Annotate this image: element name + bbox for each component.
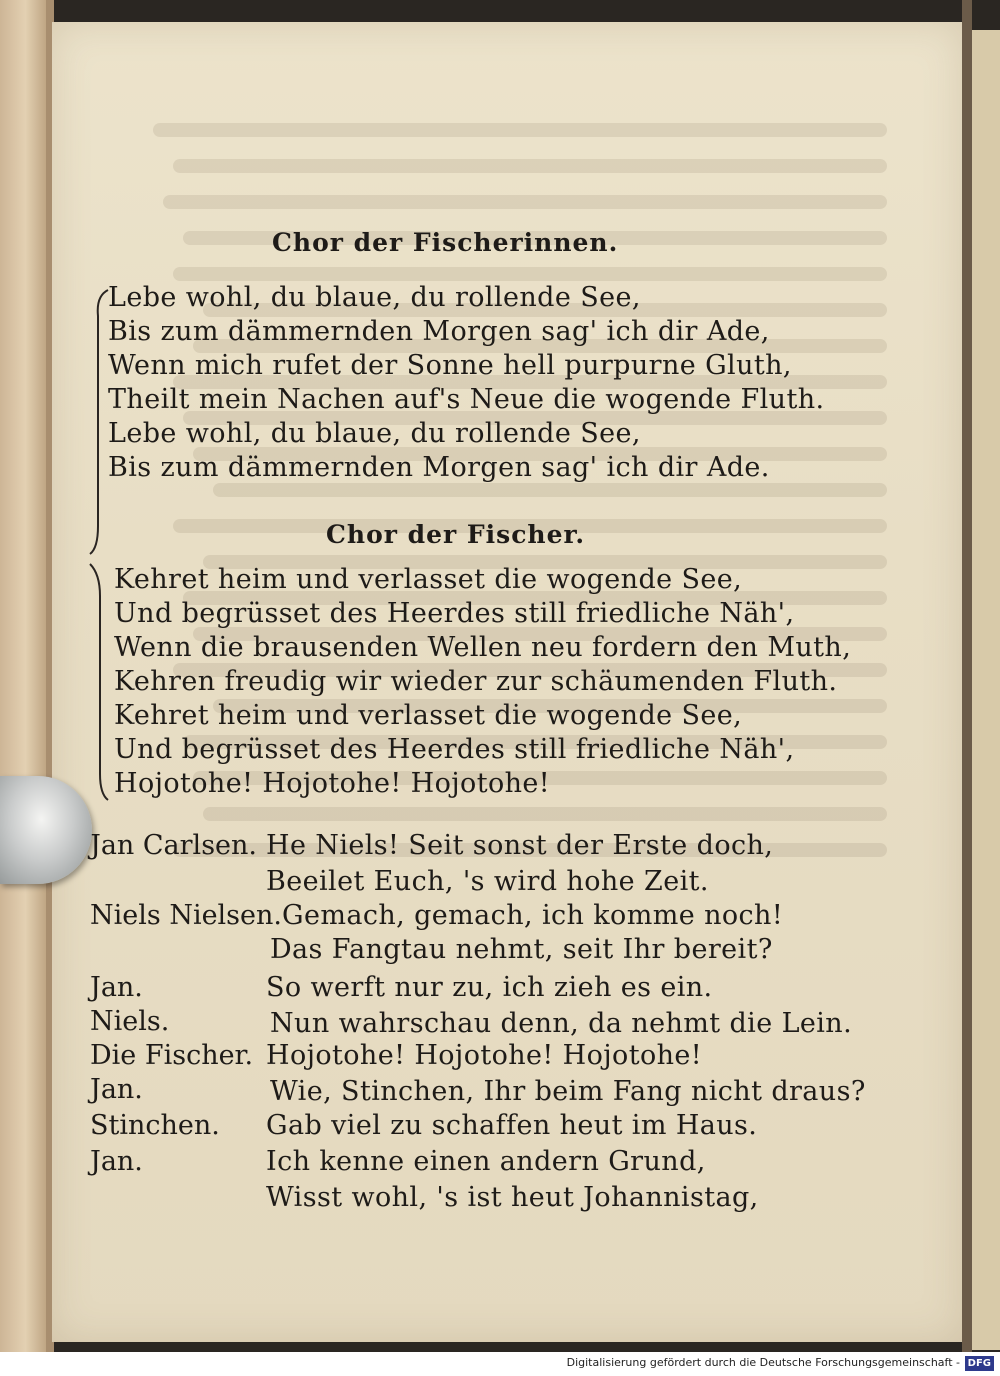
heading-fischer: Chor der Fischer. bbox=[326, 520, 586, 549]
dialogue-line: Gab viel zu schaffen heut im Haus. bbox=[266, 1110, 758, 1141]
dialogue-line: Ich kenne einen andern Grund, bbox=[266, 1146, 706, 1177]
women-verse-line-1: Lebe wohl, du blaue, du rollende See, bbox=[108, 282, 641, 313]
men-verse-line-2: Und begrüsset des Heerdes still friedliche Näh', bbox=[114, 598, 795, 629]
speaker-label: Jan. bbox=[90, 1146, 143, 1177]
men-verse-line-1: Kehret heim und verlasset die wogende See, bbox=[114, 564, 743, 595]
dialogue-line: He Niels! Seit sonst der Erste doch, bbox=[266, 830, 774, 861]
men-verse-line-7: Hojotohe! Hojotohe! Hojotohe! bbox=[114, 768, 551, 799]
dfg-logo: DFG bbox=[965, 1356, 994, 1371]
dialogue-line: Wisst wohl, 's ist heut Johannistag, bbox=[266, 1182, 759, 1213]
speaker-label: Die Fischer. bbox=[90, 1040, 254, 1071]
page-gutter bbox=[962, 0, 972, 1352]
dialogue-line: So werft nur zu, ich zieh es ein. bbox=[266, 972, 713, 1003]
women-verse-line-6: Bis zum dämmernden Morgen sag' ich dir Ade. bbox=[108, 452, 770, 483]
women-verse-line-5: Lebe wohl, du blaue, du rollende See, bbox=[108, 418, 641, 449]
book-cover-edge bbox=[0, 0, 46, 1352]
speaker-label: Jan. bbox=[90, 972, 143, 1003]
speaker-label: Stinchen. bbox=[90, 1110, 220, 1141]
men-verse-line-5: Kehret heim und verlasset die wogende See, bbox=[114, 700, 743, 731]
dialogue-line: Hojotohe! Hojotohe! Hojotohe! bbox=[266, 1040, 703, 1071]
verse-brace-men bbox=[86, 562, 116, 802]
speaker-label: Jan Carlsen. bbox=[90, 830, 257, 861]
footer-bar bbox=[0, 1352, 1000, 1376]
speaker-label: Jan. bbox=[90, 1074, 143, 1105]
dialogue-line: Gemach, gemach, ich komme noch! bbox=[282, 900, 784, 931]
men-verse-line-4: Kehren freudig wir wieder zur schäumenden Fluth. bbox=[114, 666, 838, 697]
speaker-label: Niels Nielsen. bbox=[90, 900, 282, 931]
facing-page-edge bbox=[972, 30, 1000, 1350]
men-verse-line-3: Wenn die brausenden Wellen neu fordern den Muth, bbox=[114, 632, 852, 663]
dialogue-line: Nun wahrschau denn, da nehmt die Lein. bbox=[270, 1008, 853, 1039]
speaker-label: Niels. bbox=[90, 1006, 170, 1037]
funding-credit: Digitalisierung gefördert durch die Deutsche Forschungsgemeinschaft - bbox=[566, 1356, 960, 1369]
men-verse-line-6: Und begrüsset des Heerdes still friedliche Näh', bbox=[114, 734, 795, 765]
heading-fischerinnen: Chor der Fischerinnen. bbox=[272, 228, 619, 257]
dialogue-line: Beeilet Euch, 's wird hohe Zeit. bbox=[266, 866, 709, 897]
women-verse-line-4: Theilt mein Nachen auf's Neue die wogende Fluth. bbox=[108, 384, 825, 415]
women-verse-line-2: Bis zum dämmernden Morgen sag' ich dir Ade, bbox=[108, 316, 770, 347]
dialogue-line: Das Fangtau nehmt, seit Ihr bereit? bbox=[270, 934, 773, 965]
dialogue-line: Wie, Stinchen, Ihr beim Fang nicht draus? bbox=[270, 1076, 866, 1107]
women-verse-line-3: Wenn mich rufet der Sonne hell purpurne Gluth, bbox=[108, 350, 792, 381]
